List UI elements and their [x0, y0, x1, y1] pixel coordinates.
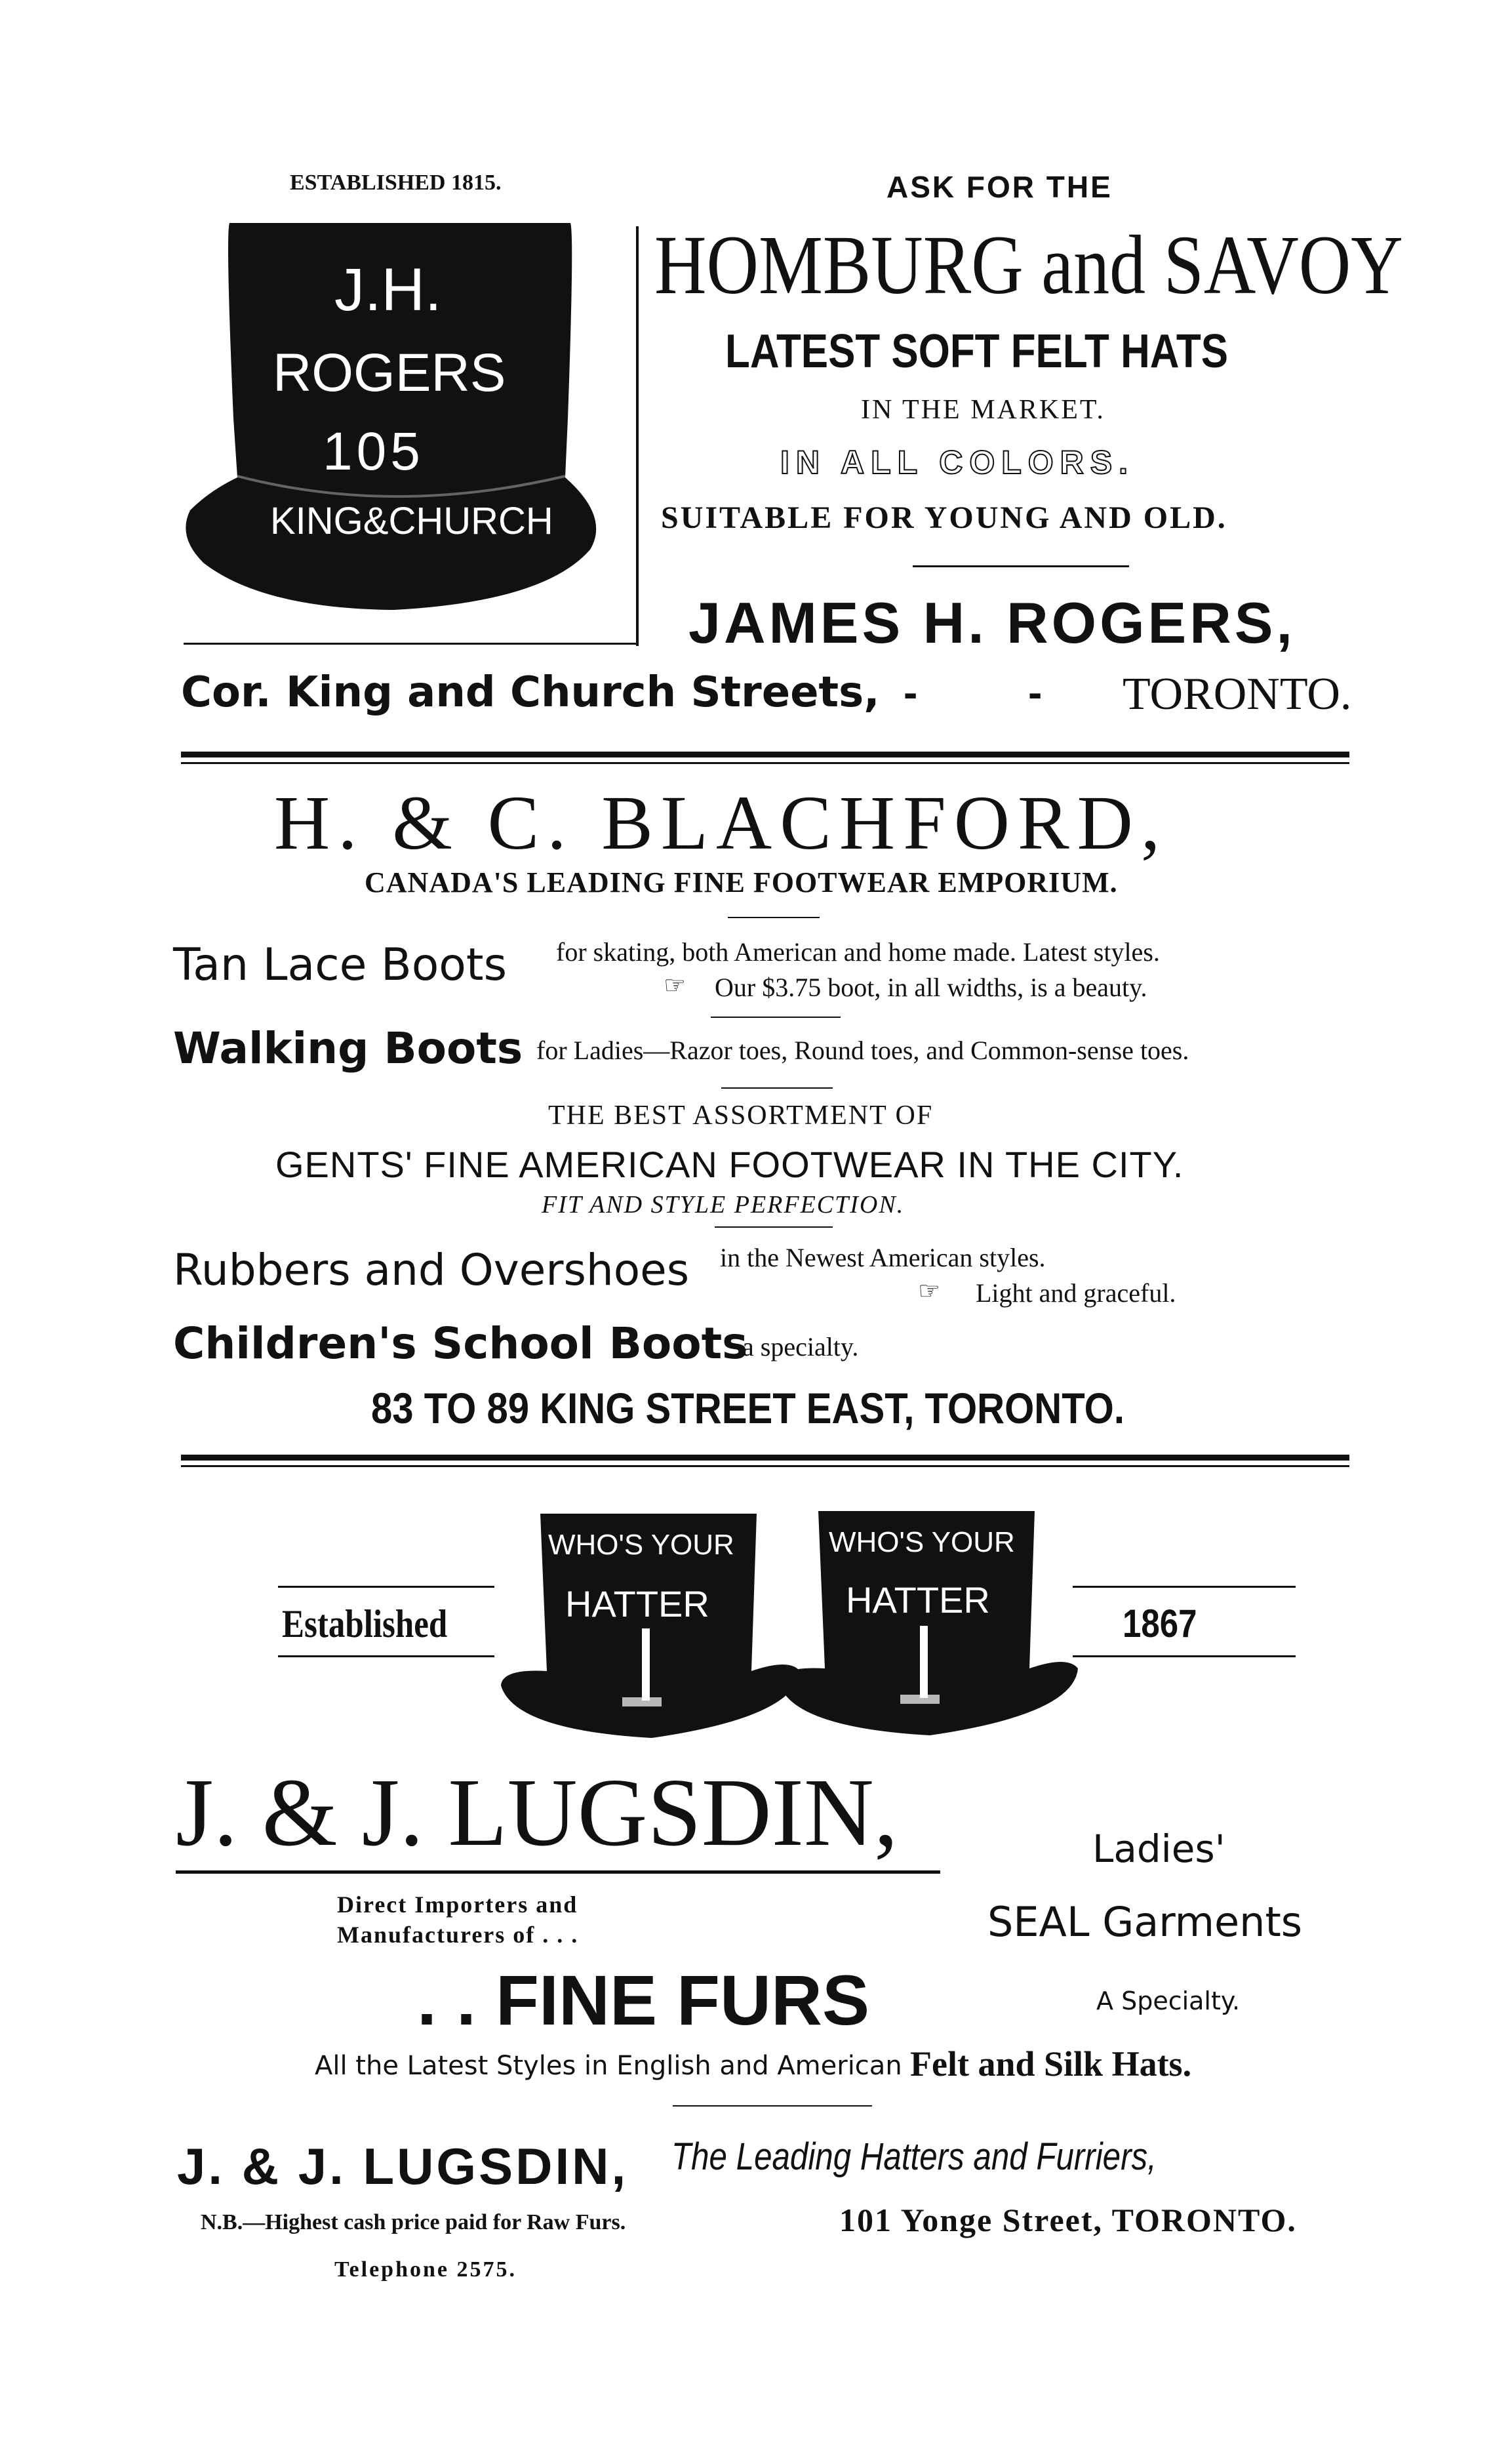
hat-baseline-rule — [184, 643, 636, 645]
rogers-name: JAMES H. ROGERS, — [688, 590, 1296, 655]
tan-divider — [711, 1017, 841, 1018]
specialty-label: A Specialty. — [1096, 1987, 1241, 2015]
rubbers-line2: Light and graceful. — [976, 1278, 1176, 1308]
year-rule-bottom — [1073, 1655, 1296, 1657]
tan-lace-line2: Our $3.75 boot, in all widths, is a beauty. — [715, 973, 1147, 1002]
dash-two: - — [1028, 669, 1043, 716]
section-divider-mid-thin — [181, 1465, 1349, 1467]
hat-rogers: ROGERS — [273, 343, 506, 403]
year-rule-top — [1073, 1586, 1296, 1588]
gents-footwear: GENTS' FINE AMERICAN FOOTWEAR IN THE CITY. — [275, 1144, 1184, 1185]
importers-line2: Manufacturers of . . . — [337, 1922, 579, 1948]
walking-boots-desc: for Ladies—Razor toes, Round toes, and Common-sense toes. — [536, 1036, 1189, 1065]
rubbers-title: Rubbers and Overshoes — [173, 1245, 690, 1295]
ladies-label: Ladies' — [1092, 1826, 1225, 1871]
suitable-line: SUITABLE FOR YOUNG AND OLD. — [661, 500, 1227, 535]
walking-boots-title: Walking Boots — [173, 1023, 523, 1074]
hat-right-line2: HATTER — [846, 1579, 990, 1621]
fine-furs: . . FINE FURS — [417, 1960, 870, 2040]
children-desc: a specialty. — [742, 1332, 859, 1362]
established-rule-top — [278, 1586, 494, 1588]
section-divider-top-thin — [181, 762, 1349, 764]
hat-right-line1: WHO'S YOUR — [829, 1526, 1015, 1558]
ask-for-label: ASK FOR THE — [886, 170, 1113, 204]
brand-title: HOMBURG and SAVOY — [654, 218, 1403, 312]
all-colors: IN ALL COLORS. — [780, 444, 1134, 481]
rogers-address: Cor. King and Church Streets, — [181, 668, 880, 717]
short-divider — [913, 565, 1129, 567]
blachford-address: 83 TO 89 KING STREET EAST, TORONTO. — [371, 1384, 1124, 1432]
yonge-street: 101 Yonge Street, TORONTO. — [839, 2202, 1297, 2238]
section-divider-top-thick — [181, 752, 1349, 757]
latest-styles: All the Latest Styles in English and American — [315, 2051, 902, 2081]
hat-left-line1: WHO'S YOUR — [548, 1529, 734, 1561]
section-divider-mid-thick — [181, 1455, 1349, 1461]
in-market: IN THE MARKET. — [861, 395, 1105, 425]
pointing-hand-icon-2: ☞ — [918, 1278, 941, 1305]
children-title: Children's School Boots — [173, 1318, 748, 1369]
hat-address: KING&CHURCH — [270, 500, 553, 542]
leading-hatters: The Leading Hatters and Furriers, — [671, 2135, 1157, 2178]
pointing-hand-icon: ☞ — [664, 972, 686, 999]
hat-initials: J.H. — [334, 256, 442, 323]
lugsdin-name-2: J. & J. LUGSDIN, — [177, 2137, 629, 2195]
established-label-lugsdin: Established — [282, 1602, 448, 1645]
rubbers-line1: in the Newest American styles. — [720, 1243, 1046, 1272]
dash-one: - — [904, 669, 918, 716]
hat-number: 105 — [323, 422, 424, 481]
name-underline — [176, 1870, 940, 1874]
hat-left-line2: HATTER — [565, 1583, 709, 1624]
fit-style: FIT AND STYLE PERFECTION. — [542, 1191, 905, 1219]
established-label: ESTABLISHED 1815. — [290, 171, 502, 195]
lugsdin-divider — [673, 2105, 872, 2107]
latest-hats: LATEST SOFT FELT HATS — [725, 325, 1229, 378]
vertical-divider — [636, 226, 639, 646]
seal-garments: SEAL Garments — [987, 1898, 1303, 1946]
best-assortment: THE BEST ASSORTMENT OF — [548, 1100, 934, 1131]
felt-silk-hats: Felt and Silk Hats. — [910, 2044, 1192, 2084]
tan-lace-line1: for skating, both American and home made. Latest styles. — [556, 937, 1160, 967]
nb-raw-furs: N.B.—Highest cash price paid for Raw Furs. — [201, 2210, 626, 2234]
importers-line1: Direct Importers and — [337, 1891, 578, 1918]
year-label: 1867 — [1123, 1602, 1197, 1645]
tan-lace-title: Tan Lace Boots — [173, 939, 507, 991]
tagline-divider — [728, 917, 820, 918]
established-rule-bottom — [278, 1655, 494, 1657]
rogers-city: TORONTO. — [1123, 669, 1352, 719]
blachford-name: H. & C. BLACHFORD, — [274, 780, 1168, 866]
telephone: Telephone 2575. — [334, 2257, 517, 2282]
fit-divider — [715, 1226, 833, 1228]
lugsdin-name: J. & J. LUGSDIN, — [176, 1759, 898, 1866]
blachford-tagline: CANADA'S LEADING FINE FOOTWEAR EMPORIUM. — [365, 866, 1118, 898]
walking-divider — [721, 1087, 833, 1089]
